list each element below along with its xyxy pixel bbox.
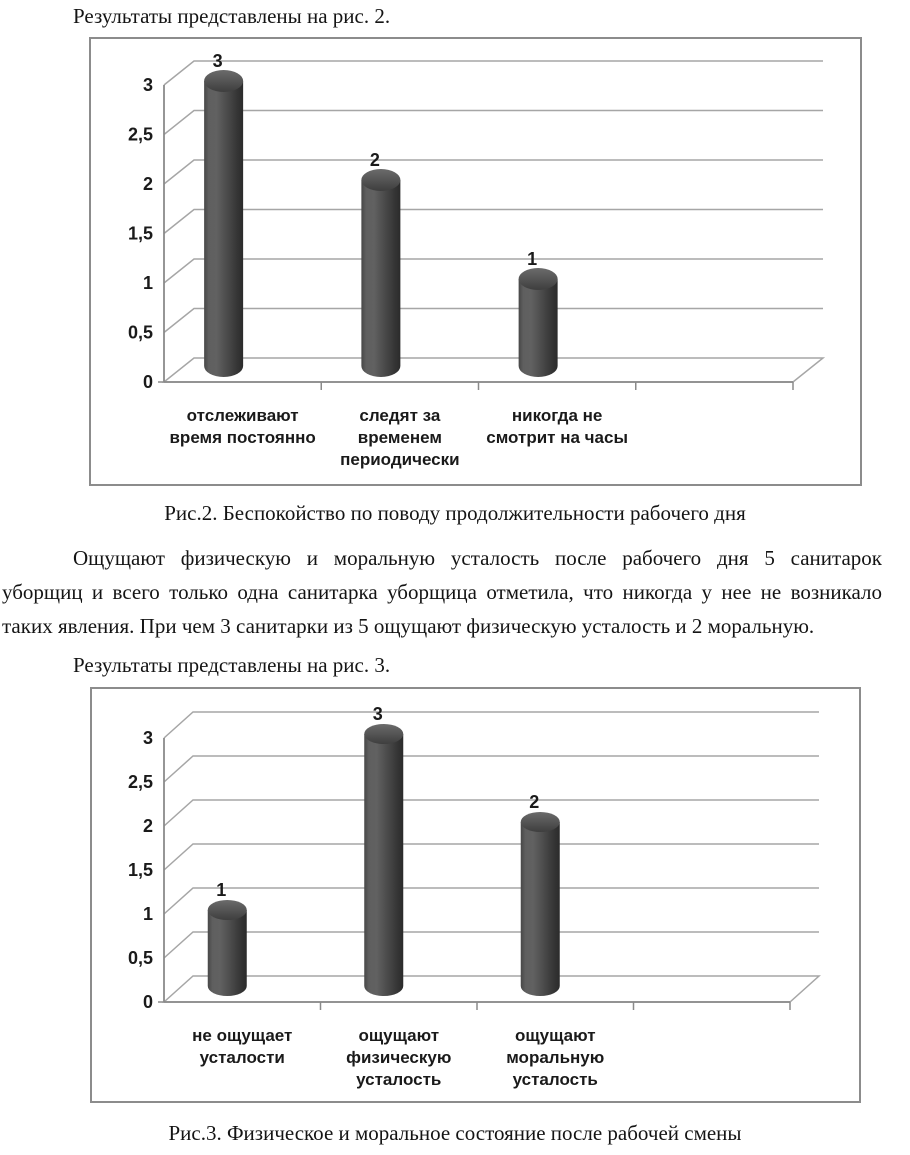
- cylinder-bar-top: [521, 812, 560, 832]
- y-tick-label: 1,5: [127, 223, 153, 244]
- category-label: смотрит на часы: [486, 428, 628, 447]
- category-label: временем: [357, 428, 442, 447]
- figure-3-caption: Рис.3. Физическое и моральное состояние после рабочей смены: [168, 1121, 742, 1145]
- cylinder-bar: [204, 81, 243, 377]
- category-label: периодически: [340, 450, 460, 469]
- category-label: ощущают: [358, 1026, 440, 1045]
- category-label: следят за: [359, 406, 441, 425]
- figure-2-caption: Рис.2. Беспокойство по поводу продолжительности рабочего дня: [164, 501, 746, 525]
- y-tick-label: 1,5: [127, 860, 153, 880]
- y-tick-label: 0,5: [127, 322, 153, 343]
- cylinder-bar-top: [208, 900, 247, 920]
- category-label: усталости: [199, 1048, 285, 1067]
- category-label: ощущают: [514, 1026, 596, 1045]
- cylinder-bar: [519, 279, 558, 377]
- cylinder-bar-top: [519, 268, 558, 290]
- y-tick-label: 2,5: [127, 772, 153, 792]
- fig2-bar-chart-svg: [89, 37, 862, 486]
- bar-value-label: 3: [372, 704, 383, 724]
- cylinder-bar: [208, 910, 247, 996]
- bar-value-label: 2: [529, 792, 540, 812]
- paragraph-line: уборщиц и всего только одна санитарка уборщица отметила, что никогда у нее не возникало: [2, 580, 882, 604]
- paragraph-line: таких явления. При чем 3 санитарки из 5 ощущают физическую усталость и 2 моральную.: [2, 614, 815, 638]
- category-label: время постоянно: [169, 428, 316, 447]
- cylinder-bar: [521, 822, 560, 996]
- intro-text-fig2: Результаты представлены на рис. 2.: [73, 4, 391, 28]
- cylinder-bar-top: [361, 169, 400, 191]
- category-label: отслеживают: [186, 406, 299, 425]
- category-label: не ощущает: [192, 1026, 293, 1045]
- category-label: никогда не: [511, 406, 603, 425]
- body-paragraph: [2, 541, 882, 643]
- category-label: моральную: [506, 1048, 605, 1067]
- y-tick-label: 1: [142, 273, 153, 293]
- category-label: усталость: [512, 1070, 598, 1089]
- bar-value-label: 1: [527, 249, 538, 269]
- category-label: усталость: [356, 1070, 442, 1089]
- bar-value-label: 3: [212, 51, 223, 71]
- y-tick-label: 2,5: [127, 124, 153, 145]
- bar-value-label: 1: [216, 880, 227, 900]
- paragraph-line: Ощущают физическую и моральную усталость после рабочего дня 5 санитарок: [73, 546, 882, 570]
- y-tick-label: 2: [142, 174, 153, 194]
- intro-text-fig3: Результаты представлены на рис. 3.: [73, 653, 391, 677]
- y-tick-label: 0,5: [127, 948, 153, 968]
- y-tick-label: 1: [142, 904, 153, 924]
- category-label: физическую: [346, 1048, 452, 1067]
- figure-3-chart: [90, 687, 861, 1103]
- y-tick-label: 0: [142, 372, 153, 392]
- y-tick-label: 0: [142, 992, 153, 1012]
- y-tick-label: 3: [142, 728, 153, 748]
- cylinder-bar-top: [204, 70, 243, 92]
- cylinder-bar: [361, 180, 400, 377]
- y-tick-label: 3: [142, 75, 153, 95]
- figure-2-chart: [89, 37, 862, 486]
- fig3-bar-chart-svg: [90, 687, 861, 1103]
- cylinder-bar: [364, 734, 403, 996]
- cylinder-bar-top: [364, 724, 403, 744]
- bar-value-label: 2: [369, 150, 380, 170]
- y-tick-label: 2: [142, 816, 153, 836]
